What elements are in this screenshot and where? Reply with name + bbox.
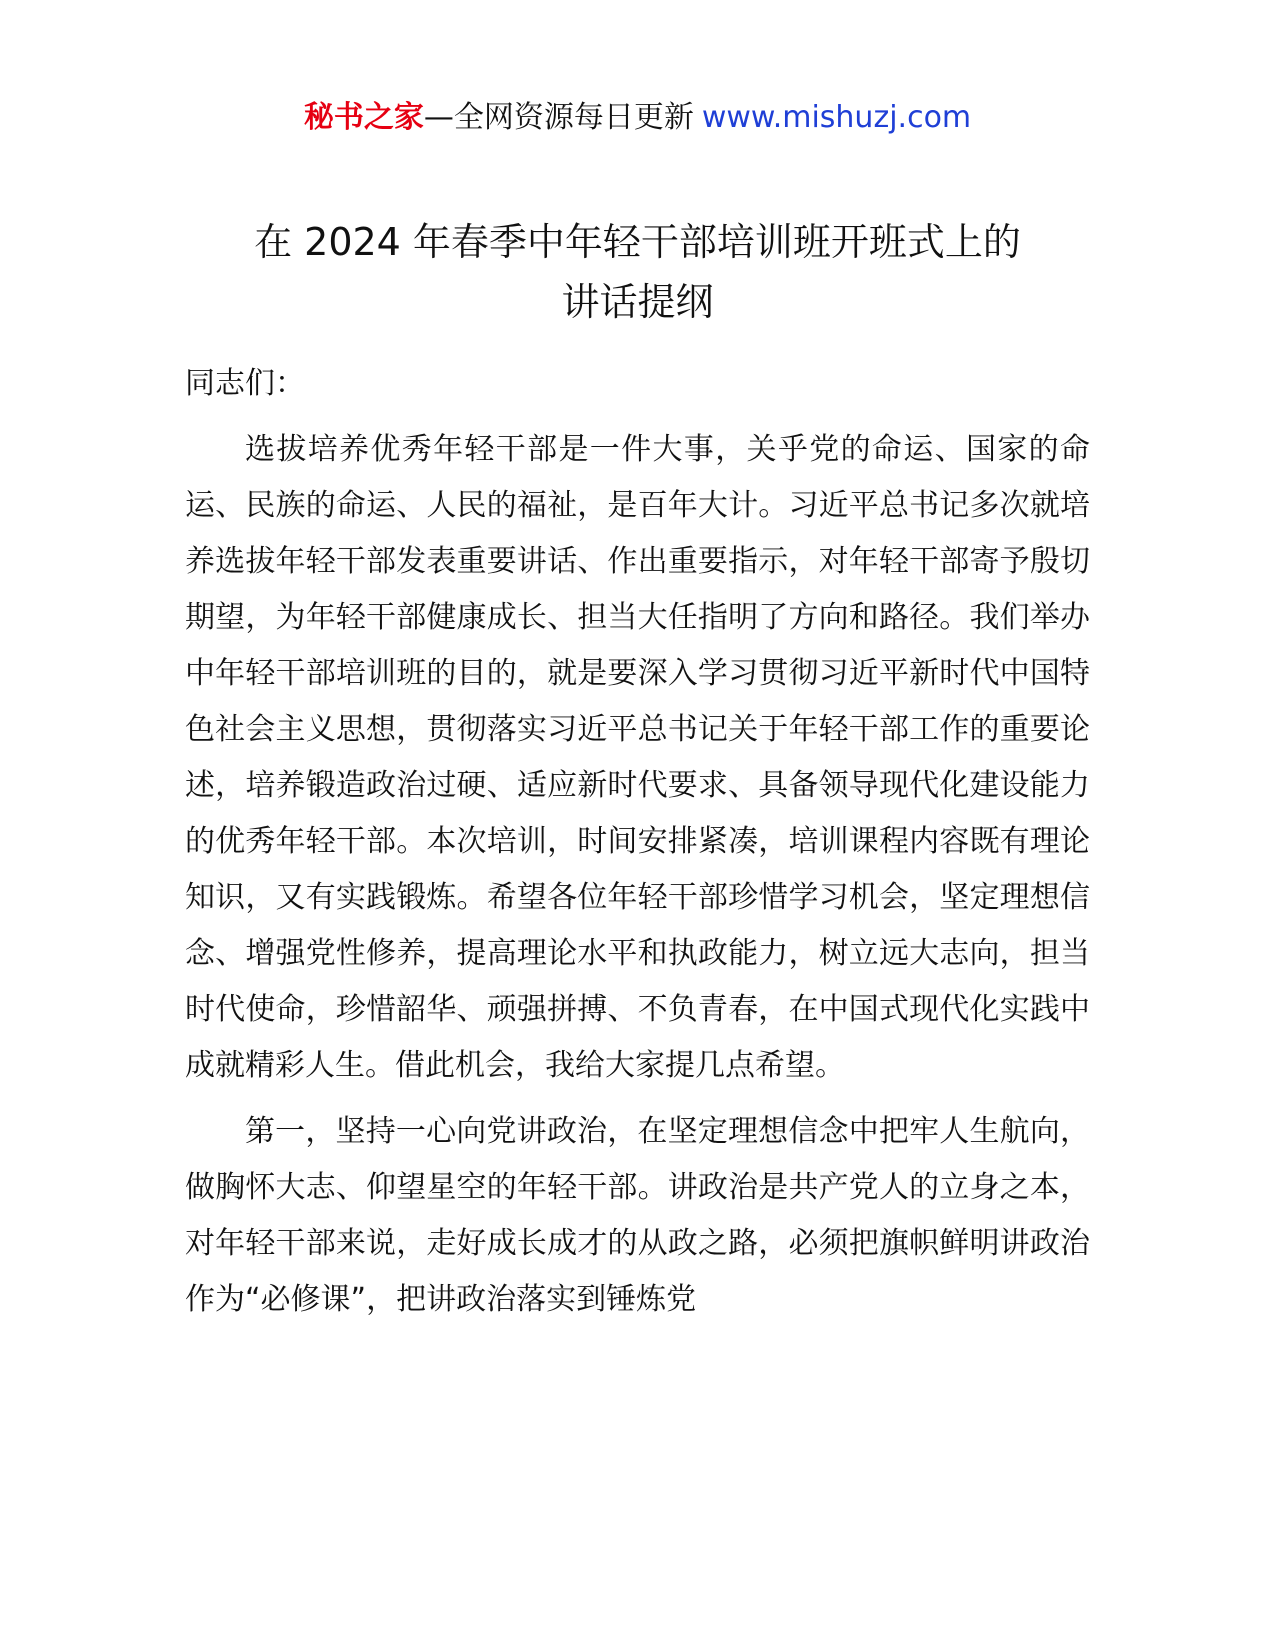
document-title-line-1: 在 2024 年春季中年轻干部培训班开班式上的 [254,220,1021,264]
site-brand: 秘书之家 [303,100,424,135]
paragraph-2: 第一，坚持一心向党讲政治，在坚定理想信念中把牢人生航向，做胸怀大志、仰望星空的年轻干部。讲政治是共产党人的立身之本，对年轻干部来说，走好成长成才的从政之路，必须把旗帜鲜明讲政治作为“必修课”，把讲政治落实到锤炼党 [185,1114,1090,1317]
document-title-line-2: 讲话提纲 [561,280,714,324]
salutation: 同志们： [185,366,305,401]
site-header [0,96,1275,140]
document-body [185,356,1090,1338]
site-tagline: —全网资源每日更新 [423,100,694,135]
document-title [140,212,1135,332]
site-url-link[interactable]: www.mishuzj.com [701,100,972,135]
paragraph-1: 选拔培养优秀年轻干部是一件大事，关乎党的命运、国家的命运、民族的命运、人民的福祉，是百年大计。习近平总书记多次就培养选拔年轻干部发表重要讲话、作出重要指示，对年轻干部寄予殷切期望，为年轻干部健康成长、担当大任指明了方向和路径。我们举办中年轻干部培训班的目的，就是要深入学习贯彻习近平新时代中国特色社会主义思想，贯彻落实习近平总书记关于年轻干部工作的重要论述，培养锻造政治过硬、适应新时代要求、具备领导现代化建设能力的优秀年轻干部。本次培训，时间安排紧凑，培训课程内容既有理论知识，又有实践锻炼。希望各位年轻干部珍惜学习机会，坚定理想信念、增强党性修养，提高理论水平和执政能力，树立远大志向，担当时代使命，珍惜韶华、顽强拼搏、不负青春，在中国式现代化实践中成就精彩人生。借此机会，我给大家提几点希望。 [185,432,1090,1083]
